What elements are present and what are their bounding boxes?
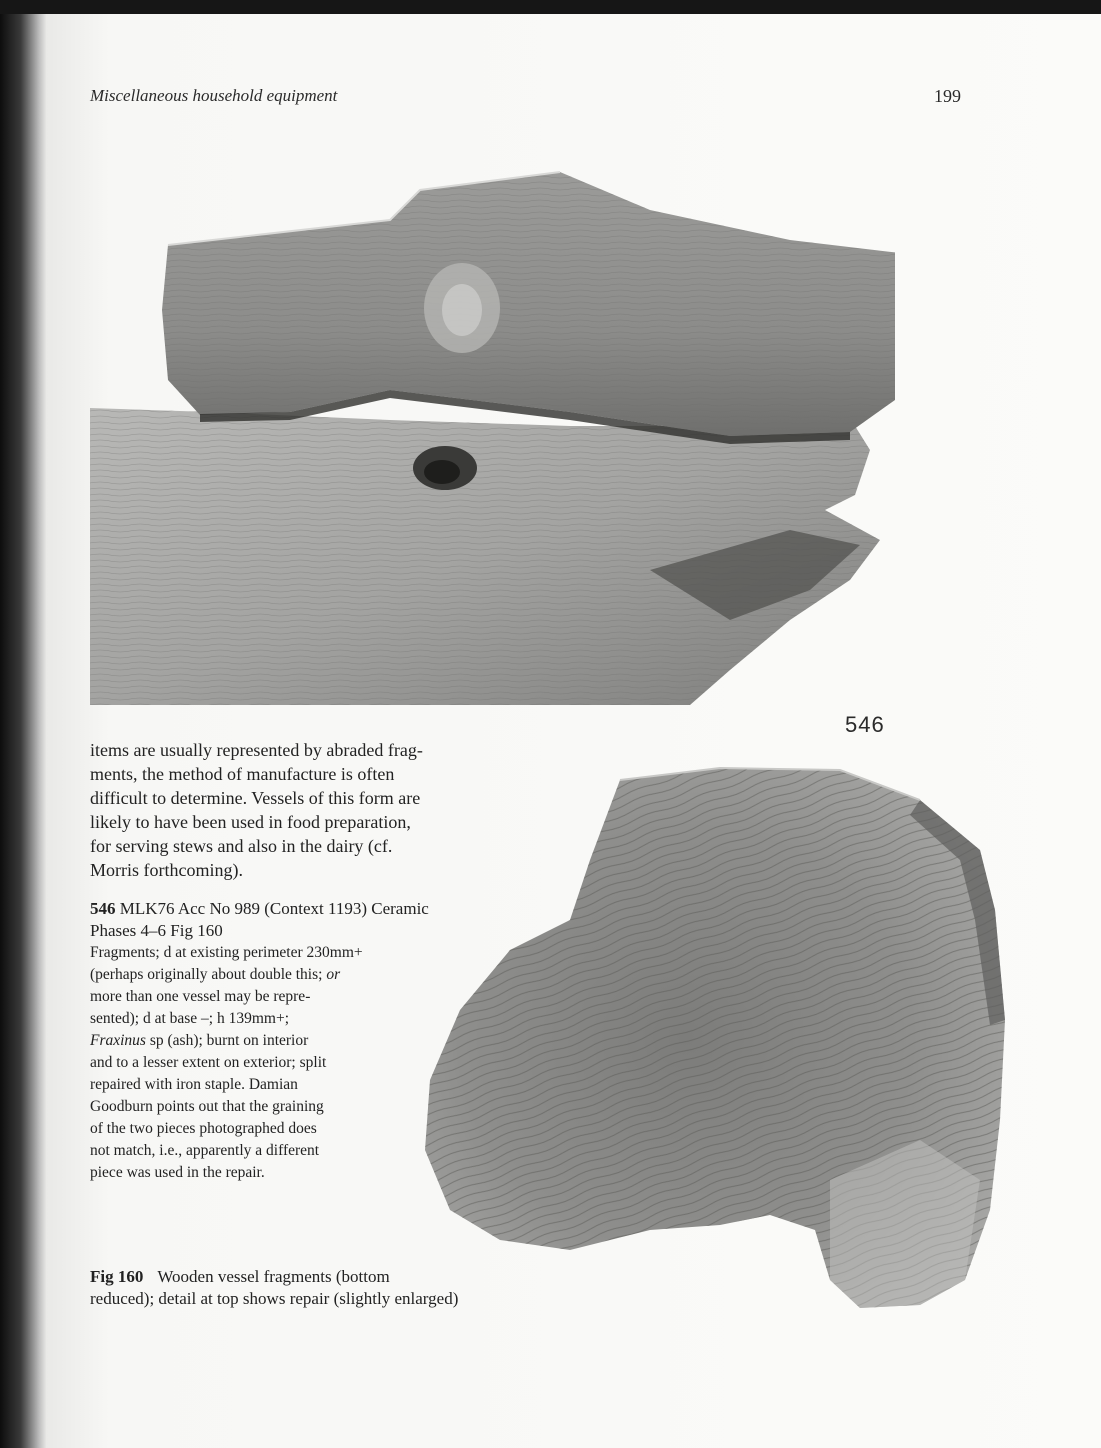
page-number: 199 <box>934 86 961 106</box>
desc-line: sp (ash); burnt on interior <box>149 1032 309 1049</box>
desc-line: sented); d at base –; h 139mm+; <box>90 1010 290 1027</box>
desc-line: Goodburn points out that the graining <box>90 1098 324 1115</box>
book-spine-shadow <box>0 14 46 1448</box>
desc-line: repaired with iron staple. Damian <box>90 1076 298 1093</box>
entry-number: 546 <box>90 899 116 918</box>
desc-line: piece was used in the repair. <box>90 1164 265 1181</box>
caption-line: Wooden vessel fragments (bottom <box>157 1267 390 1286</box>
desc-line: Fragments; d at existing perimeter 230mm+ <box>90 944 363 961</box>
caption-label: Fig 160 <box>90 1267 144 1286</box>
scan-top-edge <box>0 0 1101 14</box>
photo-vessel-fragment <box>420 760 1010 1315</box>
desc-line: and to a lesser extent on exterior; split <box>90 1054 327 1071</box>
body-line: ments, the method of manufacture is often <box>90 764 395 784</box>
body-line: difficult to determine. Vessels of this form are <box>90 788 421 808</box>
entry-phases: Phases 4–6 Fig 160 <box>90 921 223 940</box>
desc-line: of the two pieces photographed does <box>90 1120 317 1137</box>
figure-caption <box>90 1266 510 1310</box>
running-head: Miscellaneous household equipment <box>90 86 338 105</box>
body-line: Morris forthcoming). <box>90 860 243 880</box>
desc-line: not match, i.e., apparently a different <box>90 1142 320 1159</box>
caption-line: reduced); detail at top shows repair (slightly enlarged) <box>90 1289 459 1308</box>
body-line: for serving stews and also in the dairy (cf. <box>90 836 393 856</box>
body-line: items are usually represented by abraded frag- <box>90 740 423 760</box>
entry-heading-text: MLK76 Acc No 989 (Context 1193) Ceramic <box>115 899 429 918</box>
desc-italic-or: or <box>326 966 341 983</box>
catalogue-entry-heading <box>90 898 495 942</box>
body-line: likely to have been used in food preparation, <box>90 812 411 832</box>
catalogue-entry-description <box>90 942 380 1184</box>
body-paragraph <box>90 738 495 882</box>
desc-line: (perhaps originally about double this; <box>90 966 323 983</box>
figure-number: 546 <box>845 712 885 737</box>
photo-repair-detail <box>90 150 895 705</box>
desc-italic-species: Fraxinus <box>90 1032 146 1049</box>
desc-line: more than one vessel may be repre- <box>90 988 311 1005</box>
